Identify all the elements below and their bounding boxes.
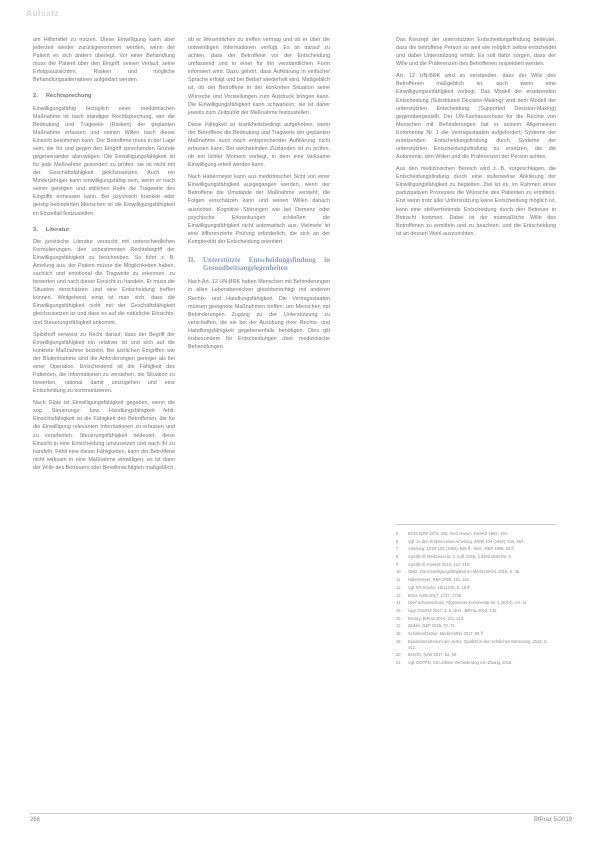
footnote (396, 554, 556, 560)
footnote-text: Spickhoff, Medizinrecht, 3. Aufl. 2018, § 630d BGB Rn. 5. (408, 554, 512, 560)
footnote (396, 631, 556, 637)
paragraph: Einwilligungsfähig bezüglich einer medizinischen Maßnahme ist nach ständiger Rechtsprechung, wer die Bedeutung und Tragweite (Risiken) der geplanten Maßnahme erfassen und seinen Willen nach dieser Einsicht bestimmen kann. Der Betroffene muss in der Lage sein, die für und gegen den Eingriff sprechenden Gründe gegeneinander abzuwägen. Die Einwilligungsfähigkeit ist für jede Maßnahme gesondert zu prüfen, sie ist nicht mit der Geschäftsfähigkeit gleichzusetzen. Auch ein Minderjähriger kann einwilligungsfähig sein, wenn er nach seiner geistigen und sittlichen Reife die Tragweite des Eingriffs ermessen kann. Bei psychisch kranken oder geistig behinderten Menschen ist die Einwilligungsfähigkeit im Einzelfall festzustellen. (33, 105, 175, 217)
heading-number: 3. (33, 226, 38, 233)
footnote-number: 7 (396, 546, 399, 552)
footnote-number: 14 (396, 600, 401, 606)
footnote (396, 623, 556, 629)
page-number: 266 (30, 817, 41, 823)
heading-title: Rechtsprechung (45, 93, 92, 100)
footnote-text: BGH, NJW 1972, 335; OLG Hamm, FamRZ 1982, 194. (408, 531, 508, 536)
journal-issue: BtPrax 5/2019 (533, 817, 572, 823)
paragraph: am Hilfsmittel zu nutzen. Diese Einwilligung kann aber jederzeit wieder zurückgenommen werden, wenn der Patient es sich anders überlegt. Vor einer Behandlung muss der Patient über den Eingriff, seinen Verlauf, seine Erfolgsaussichten, Risiken und mögliche Behandlungsalternativen aufgeklärt werden. (33, 37, 175, 84)
footnote (396, 531, 556, 537)
footnote-number: 6 (396, 538, 399, 544)
subsection-heading (33, 92, 175, 100)
footnotes (396, 524, 556, 668)
footnote-text: Scholten/Gather, Medizinethik 2017, 68 ff. (408, 630, 484, 636)
footnote (396, 616, 556, 622)
paragraph: Art. 12 UN-BRK wird so verstanden, dass der Wille des Betroffenen maßgeblich ist, auch wenn eine Einwilligungsunfähigkeit vorliegt. Das Modell der ersetzenden Entscheidung (Substituted Decision-Making) wird dem Modell der unterstützten Entscheidung (Supported Decision-Making) gegenübergestellt. Der UN-Fachausschuss für die Rechte von Menschen mit Behinderungen hat in seinem Allgemeinen Kommentar Nr. 1 die Vertragsstaaten aufgefordert, Systeme der ersetzenden Entscheidungsfindung durch Systeme der unterstützten Entscheidungsfindung zu ersetzen, die die Autonomie, den Willen und die Präferenzen der Person achten. (396, 73, 556, 161)
footnote-number: 19 (396, 638, 401, 644)
footnote-text: BGH, NJW 2017, 1737, 1738. (408, 592, 463, 598)
footnote (396, 593, 556, 599)
paragraph: Diese Fähigkeit ist krankheitsbedingt aufgehoben, wenn der Betroffene die Bedeutung und Tragweite der geplanten Maßnahme auch nach entsprechender Aufklärung nicht erfassen kann. Bei wechselnden Zuständen ist zu prüfen, ob ein lichter Moment vorliegt, in dem eine wirksame Einwilligung erteilt werden kann. (188, 121, 330, 169)
footnote (396, 660, 556, 666)
footnote-number: 21 (396, 660, 401, 666)
paragraph: Nach Habermeyer kann aus medizinischer Sicht von einer Einwilligungsfähigkeit ausgegangen werden, wenn der Betroffene die Umstände der Maßnahme versteht, die Folgen einschätzen kann und seinen Willen danach ausrichtet. Kognitive Störungen wie bei Demenz oder psychische Erkrankungen schließen die Einwilligungsfähigkeit nicht automatisch aus. Vielmehr ist eine differenzierte Prüfung erforderlich, die sich an der Komplexität der Entscheidung orientiert. (188, 174, 330, 245)
paragraph: Aus den medizinischen Bereich wird z. B. vorgeschlagen, die Entscheidungsfindung durch eine stufenweise Abklärung der Einwilligungsfähigkeit zu begleiten. Ziel ist es, im Rahmen eines partizipativen Prozesses die Wünsche des Patienten zu ermitteln. Erst wenn trotz aller Unterstützung keine Entscheidung möglich ist, kann eine stellvertretende Entscheidung durch den Betreuer in Betracht kommen. Dabei ist der mutmaßliche Wille des Betroffenen zu ermitteln und zu beachten, und die Entscheidung ist an dessen Wohl auszurichten. (396, 166, 556, 237)
paragraph: Die juristische Literatur versucht mit unterschiedlichen Formulierungen, den unbestimmten Rechtsbegriff der Einwilligungsfähigkeit zu beschreiben. So führt z. B. Amelung aus, der Patient müsse die Möglichkeiten haben, sachlich und emotional die Tragweite zu erkennen, zu bewerten und nach dieser Einsicht zu handeln. Er muss die Situation einschätzen und eine Entscheidung treffen können. Weitgehend einig ist man sich, dass die Einwilligungsfähigkeit nicht mit der Geschäftsfähigkeit gleichzusetzen ist und dass es auf die natürliche Einsichts- und Steuerungsfähigkeit ankommt. (33, 238, 175, 326)
footnote-number: 18 (396, 630, 401, 636)
subsection-heading (33, 226, 175, 234)
footer-divider (30, 813, 572, 814)
right-column (396, 36, 556, 242)
footnote-text: BVerfG, NJW 2017, 53, 56. (408, 652, 458, 658)
footnote-text: Spickhoff, FamRZ 2018, 412, 415. (408, 561, 471, 567)
section-number: II. (188, 255, 196, 264)
paragraph: ob er Wesentliches zu treffen vermag und ob er über die notwendigen Informationen verfügt. Es ist darauf zu achten, dass der Betroffene vor der Entscheidung umfassend und in einer für ihn verständlichen Form informiert wird. Dazu gehört, dass Aufklärung in einfacher Sprache erfolgt und bei Bedarf wiederholt wird. Maßgeblich ist, ob der Betroffene in der konkreten Situation seine Wünsche und Vorstellungen zum Ausdruck bringen kann. Die Einwilligungsfähigkeit kann schwanken; sie ist daher jeweils zum Zeitpunkt der Maßnahme festzustellen. (188, 37, 330, 116)
footnote-number: 5 (396, 531, 399, 536)
footnote-text: Lipp, FamRZ 2017, 4, 6; ders., BtPrax 2016, 131. (408, 607, 498, 613)
footnote-number: 10 (396, 569, 401, 575)
paragraph: Das Konzept der unterstützten Entscheidungsfindung bedeutet, dass die betroffene Person so weit wie möglich selbst entscheidet und dabei Unterstützung erhält. Es soll dafür sorgen, dass der Wille und die Präferenzen des Betroffenen respektiert werden. (396, 37, 556, 68)
footnote-text: Zinkler, R&P 2016, 70, 72. (408, 623, 456, 629)
footnote (396, 577, 556, 583)
heading-number: 2. (33, 93, 38, 100)
footnote-text: Habermeyer, R&P 2009, 112, 115. (408, 577, 470, 583)
footnote-number: 12 (396, 584, 401, 590)
footnote (396, 546, 556, 552)
footnote-text: Glatz, Die Einwilligungsfähigkeit im Medizinrecht, 2016, S. 45. (408, 569, 521, 575)
footnote-text: Brosey, BtPrax 2014, 211, 213. (408, 615, 465, 621)
footnote (396, 608, 556, 614)
left-column (33, 36, 175, 476)
footnote-text: Vgl. DGPPN, S3-Leitlinie Verhinderung von Zwang, 2018. (408, 660, 513, 666)
footnote-text: Bundesministerium der Justiz, Qualität in der rechtlichen Betreuung, 2018, S. 412. (408, 638, 548, 650)
footnote (396, 652, 556, 658)
paragraph: Spickhoff verweist zu Recht darauf, dass der Begriff der Einwilligungsfähigkeit ein relativer ist und sich auf die konkrete Maßnahme bezieht. Bei ärztlichen Eingriffen wie der Blutentnahme sind die Anforderungen geringer als bei einer Operation. Entscheidend ist die Fähigkeit des Patienten, die Informationen zu verstehen, die Situation zu bewerten, rational damit umzugehen und eine Entscheidung zu kommunizieren. (33, 331, 175, 395)
heading-title: Literatur (45, 226, 70, 233)
footnote-number: 16 (396, 615, 401, 621)
section-heading (188, 256, 330, 272)
page-header-title: Aufsatz (26, 8, 59, 18)
footnote-text: Vgl. BT-Drucks. 18/11240, S. 18 ff. (408, 584, 471, 590)
footnote-number: 11 (396, 577, 401, 583)
footnote-text: Vgl. zu den Kriterien etwa Amelung, ZStW 104 (1992), 525, 557. (408, 538, 525, 544)
footnote (396, 539, 556, 545)
footnote-text: Amelung, ZStW 104 (1992), 525 ff.; ders., R&P 1995, 20 ff. (408, 546, 515, 552)
footnote-number: 9 (396, 561, 399, 567)
footnote-number: 8 (396, 554, 399, 560)
footnote-number: 17 (396, 623, 401, 629)
footnote-number: 20 (396, 652, 401, 658)
paragraph: Nach Art. 12 UN-BRK haben Menschen mit Behinderungen in allen Lebensbereichen gleichberechtigt mit anderen Rechts- und Handlungsfähigkeit. Die Vertragsstaaten müssen geeignete Maßnahmen treffen, um Menschen mit Behinderungen Zugang zu der Unterstützung zu verschaffen, die sie bei der Ausübung ihrer Rechts- und Handlungsfähigkeit gegebenenfalls benötigen. Dies gilt insbesondere für Entscheidungen über medizinische Behandlungen. (188, 279, 330, 350)
footnote-number: 15 (396, 607, 401, 613)
section-title: Unterstützte Entscheidungsfindung in Gesundheitsangelegenheiten (203, 255, 330, 273)
footnote (396, 639, 556, 651)
footnote-text: UN-Fachausschuss, Allgemeiner Kommentar Nr. 1 (2014), Art. 12. (408, 600, 528, 606)
footnote (396, 569, 556, 575)
footnote-number: 13 (396, 592, 401, 598)
footnote (396, 600, 556, 606)
paragraph: Nach Glatz ist Einwilligungsfähigkeit gegeben, wenn die sog. Steuerungs- bzw. Handlungsfähigkeit fehlt. Einsichtsfähigkeit ist die Fähigkeit des Betroffenen, die für die Einwilligung relevanten Informationen zu erfassen und zu verarbeiten. Steuerungsfähigkeit bedeutet, diese Einsicht in eine Entscheidung umzusetzen und nach ihr zu handeln. Fehlt eine dieser Fähigkeiten, kann der Betroffene nicht wirksam in eine Maßnahme einwilligen; es ist dann der Wille des Betreuers oder Bevollmächtigten maßgeblich. (33, 400, 175, 471)
footnote (396, 585, 556, 591)
middle-column (188, 36, 330, 355)
footnote (396, 562, 556, 568)
